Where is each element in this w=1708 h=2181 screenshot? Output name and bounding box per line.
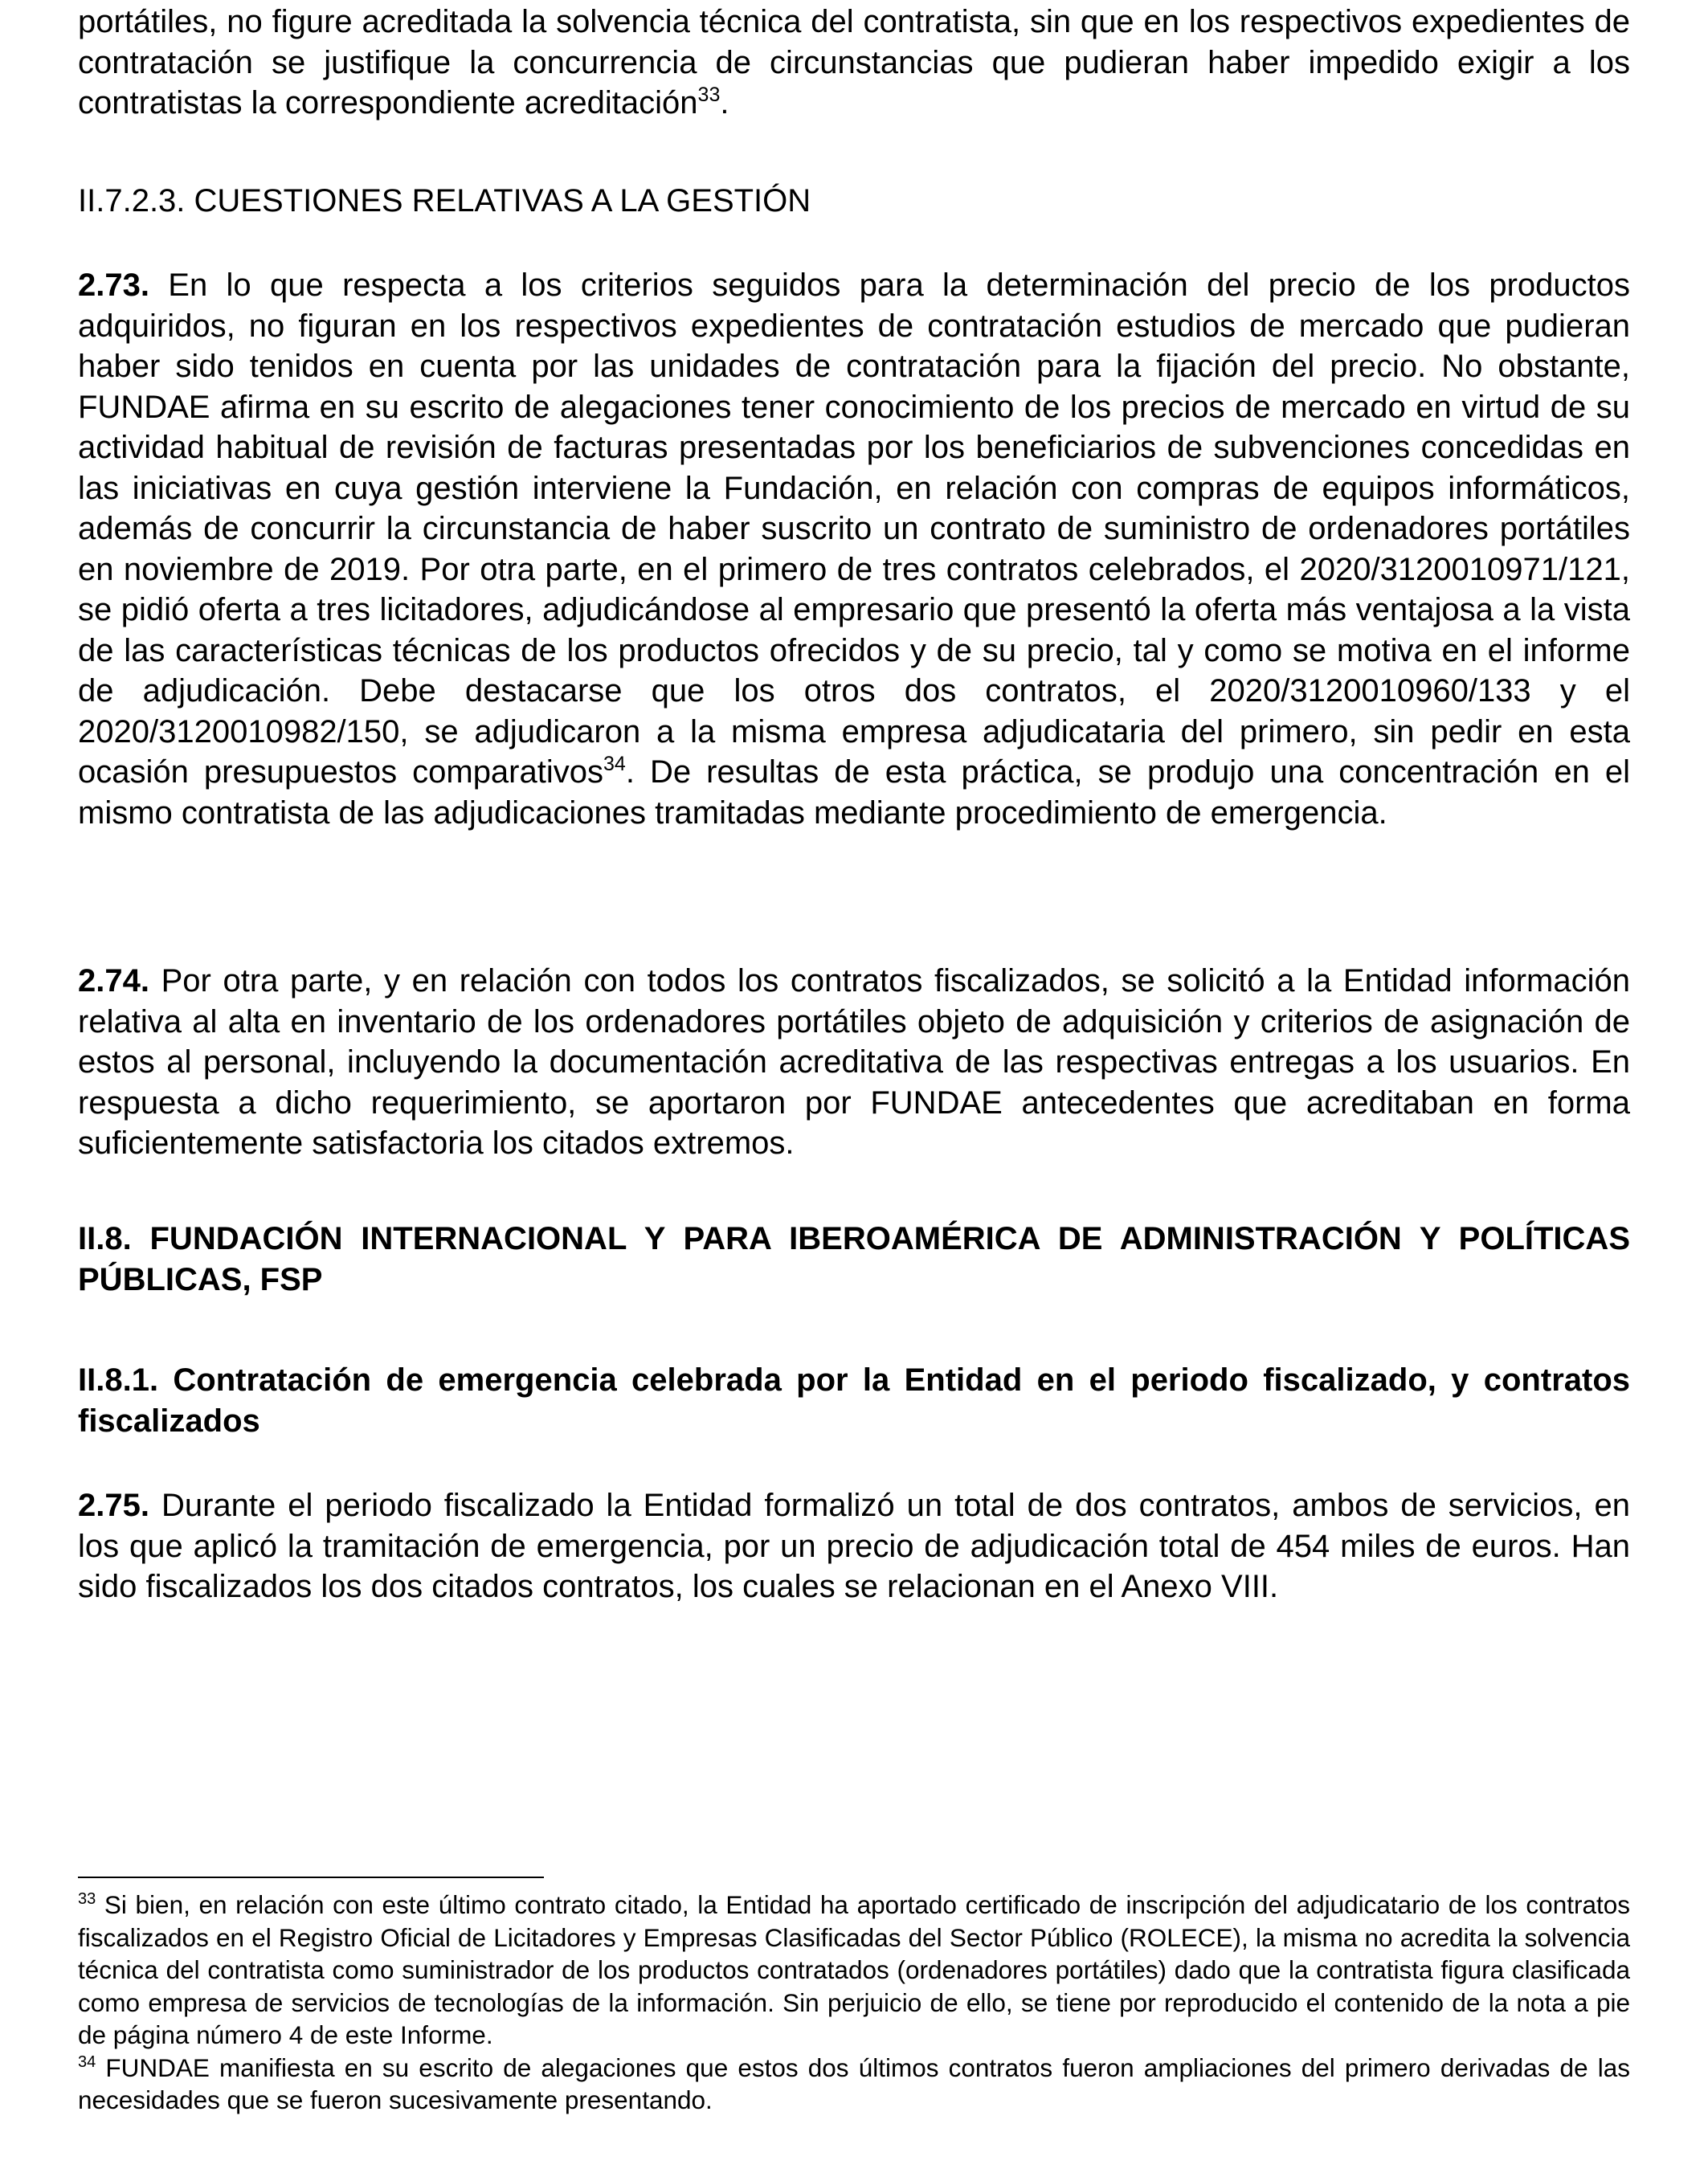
continued-paragraph	[78, 2, 1630, 124]
paragraph-text: En lo que respecta a los criterios seguidos para la determinación del precio de los productos adquiridos, no figuran en los respectivos expedientes de contratación estudios de mercado que pudieran haber sido tenidos en cuenta por las unidades de contratación para la fijación del precio. No obstante, FUNDAE afirma en su escrito de alegaciones tener conocimiento de los precios de mercado en virtud de su actividad habitual de revisión de facturas presentadas por los beneficiarios de subvenciones concedidas en las iniciativas en cuya gestión interviene la Fundación, en relación con compras de equipos informáticos, además de concurrir la circunstancia de haber suscrito un contrato de suministro de ordenadores portátiles en noviembre de 2019. Por otra parte, en el primero de tres contratos celebrados, el 2020/3120010971/121, se pidió oferta a tres licitadores, adjudicándose al empresario que presentó la oferta más ventajosa a la vista de las características técnicas de los productos ofrecidos y de su precio, tal y como se motiva en el informe de adjudicación. Debe destacarse que los otros dos contratos, el 2020/3120010960/133 y el 2020/3120010982/150, se adjudicaron a la misma empresa adjudicataria del primero, sin pedir en esta ocasión presupuestos comparativos	[78, 268, 1630, 790]
footnotes	[78, 1889, 1630, 2117]
paragraph-text: portátiles, no figure acreditada la solvencia técnica del contratista, sin que en los respectivos expedientes de contratación se justifique la concurrencia de circunstancias que pudieran haber impedido exigir a los contratistas la correspondiente acreditación	[78, 4, 1630, 120]
footnote-number: 34	[78, 2052, 96, 2071]
paragraph-2-75	[78, 1485, 1630, 1607]
footnote-number: 33	[78, 1890, 96, 1908]
paragraph-text: Durante el periodo fiscalizado la Entidad formalizó un total de dos contratos, ambos de servicios, en los que aplicó la tramitación de emergencia, por un precio de adjudicación total de 454 miles de euros. Han sido fiscalizados los dos citados contratos, los cuales se relacionan en el Anexo VIII.	[78, 1488, 1630, 1604]
footnote-ref-34[interactable]: 34	[603, 753, 626, 775]
paragraph-number: 2.73.	[78, 268, 149, 303]
paragraph-text: Por otra parte, y en relación con todos los contratos fiscalizados, se solicitó a la Entidad información relativa al alta en inventario de los ordenadores portátiles objeto de adquisición y criterios de asignación de estos al personal, incluyendo la documentación acreditativa de las respectivas entregas a los usuarios. En respuesta a dicho requerimiento, se aportaron por FUNDAE antecedentes que acreditaban en forma suficientemente satisfactoria los citados extremos.	[78, 963, 1630, 1161]
paragraph-2-74	[78, 961, 1630, 1164]
paragraph-number: 2.75.	[78, 1488, 149, 1523]
paragraph-tail: . De resultas de esta práctica, se produjo una concentración en el mismo contratista de las adjudicaciones tramitadas mediante procedimiento de emergencia.	[78, 754, 1630, 831]
subsection-heading-7-2-3: II.7.2.3. CUESTIONES RELATIVAS A LA GESTIÓN	[78, 183, 811, 219]
footnote-separator	[78, 1877, 544, 1878]
footnote-34	[78, 2052, 1630, 2117]
footnote-text: Si bien, en relación con este último contrato citado, la Entidad ha aportado certificado de inscripción del adjudicatario de los contratos fiscalizados en el Registro Oficial de Licitadores y Empresas Clasificadas del Sector Público (ROLECE), la misma no acredita la solvencia técnica del contratista como suministrador de los productos contratados (ordenadores portátiles) dado que la contratista figura clasificada como empresa de servicios de tecnologías de la información. Sin perjuicio de ello, se tiene por reproducido el contenido de la nota a pie de página número 4 de este Informe.	[78, 1890, 1630, 2049]
section-heading-8: II.8. FUNDACIÓN INTERNACIONAL Y PARA IBEROAMÉRICA DE ADMINISTRACIÓN Y POLÍTICAS PÚBLICAS, FSP	[78, 1221, 1630, 1297]
paragraph-2-73	[78, 265, 1630, 833]
footnote-33	[78, 1889, 1630, 2052]
paragraph-number: 2.74.	[78, 963, 149, 999]
subsection-heading-8-1: II.8.1. Contratación de emergencia celebrada por la Entidad en el periodo fiscalizado, y contratos fiscalizados	[78, 1362, 1630, 1439]
footnote-ref-33[interactable]: 33	[697, 84, 721, 106]
paragraph-tail: .	[720, 85, 729, 120]
footnote-text: FUNDAE manifiesta en su escrito de alegaciones que estos dos últimos contratos fueron ampliaciones del primero derivadas de las necesidades que se fueron sucesivamente presentando.	[78, 2052, 1630, 2114]
